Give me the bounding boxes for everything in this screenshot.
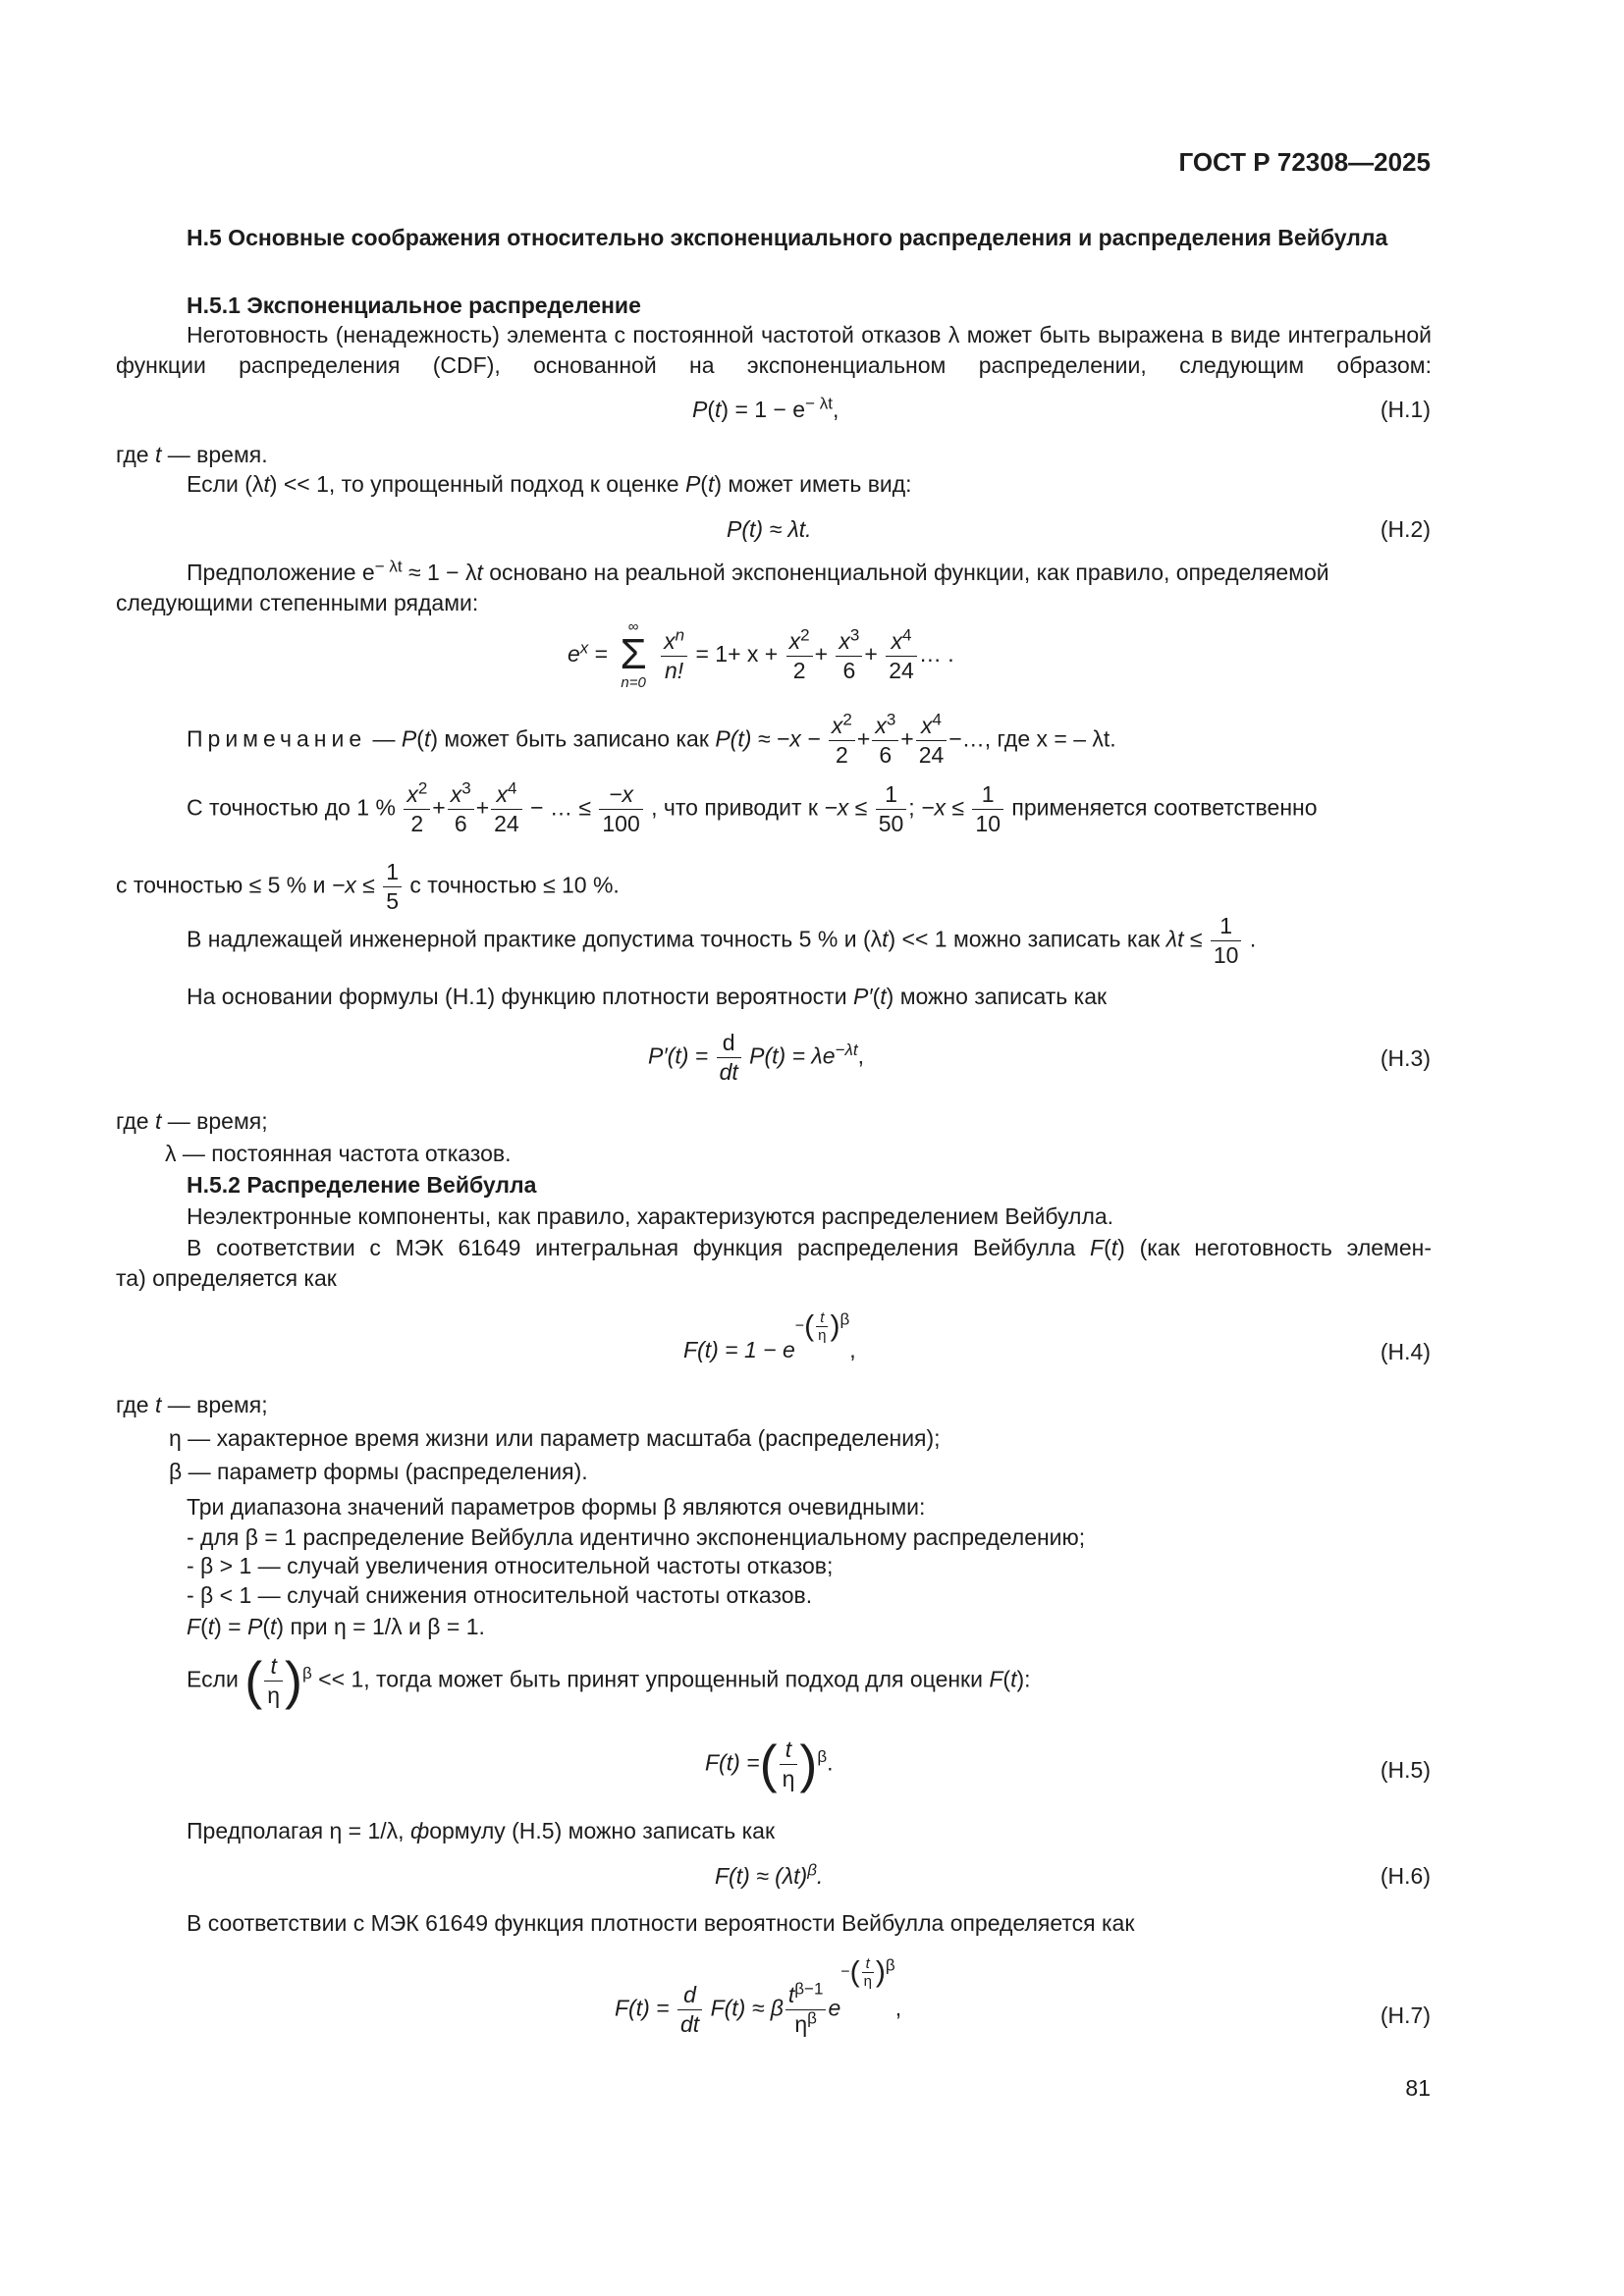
equation-h2: P(t) ≈ λt. [727,516,812,542]
page-number: 81 [1405,2075,1431,2101]
list-item-beta-less-1: - β < 1 — случай снижения относительной частоты отказов. [187,1582,813,1608]
paragraph-unavailability: Неготовность (ненадежность) элемента с постоянной частотой отказов λ может быть выражена в виде интегральной функции распределения (CDF), основанной на экспоненциальном распределении, следующим образом: [116,322,1432,378]
list-item-beta-greater-1: - β > 1 — случай увеличения относительной частоты отказов; [187,1553,834,1578]
paragraph-weibull-cdf-cont: та) определяется как [116,1265,337,1291]
paragraph-weibull-cdf: В соответствии с МЭК 61649 интегральная функция распределения Вейбулла F(t) (как неготовность элемен- [187,1235,1433,1260]
subsection-heading-h51: Н.5.1 Экспоненциальное распределение [187,293,641,318]
equation-number-h4: (Н.4) [1380,1339,1431,1364]
equation-h6: $F(t) \approx (\lambda t)^\beta$. [715,1860,824,1889]
equation-number-h2: (Н.2) [1380,516,1431,542]
where-clause-1: где t — время. [116,442,268,467]
equation-h3: P′(t) = $\frac{d}{dt}$ $P(t) = \lambda e^{-\lambda t}$, [648,1030,864,1085]
paragraph-simplified: Если (λt) << 1, то упрощенный подход к оценке P(t) может иметь вид: [187,471,912,497]
section-heading-h5: Н.5 Основные соображения относительно экспоненциального распределения и распределения Вейбулла [187,225,1388,250]
doc-code-header: ГОСТ Р 72308—2025 [1178,147,1431,177]
list-item-beta-equal-1: - для β = 1 распределение Вейбулла идентично экспоненциальному распределению; [187,1524,1086,1550]
paragraph-if-condition: Если ( $\frac{t}{\eta}$ )$^\beta$ << 1, тогда может быть принят упрощенный подход для оценки F(t): [187,1651,1031,1711]
equation-number-h1: (Н.1) [1380,397,1431,422]
paragraph-assuming: Предполагая η = 1/λ, формулу (Н.5) можно записать как [187,1818,776,1843]
equation-h4: F(t) = 1 − e−( $\frac{t}{\eta}$ )$^\beta$, [683,1309,856,1362]
paragraph-weibull-density: В соответствии с МЭК 61649 функция плотности вероятности Вейбулла определяется как [187,1910,1135,1936]
sum-symbol: ∞ Σ n=0 [620,618,647,691]
list-item-equivalence: F(t) = P(t) при η = 1/λ и β = 1. [187,1614,485,1639]
subsection-heading-h52: Н.5.2 Распределение Вейбулла [187,1172,537,1198]
paragraph-assumption-cont: следующими степенными рядами: [116,590,479,615]
paragraph-assumption: Предположение $e^{- \lambda t} \approx 1 - \lambda t$ основано на реальной экспоненциальной функции, как правило, определяемой [187,557,1329,585]
where-clause-4-eta: η — характерное время жизни или параметр масштаба (распределения); [169,1425,941,1451]
equation-h7: F(t) = $\frac{d}{dt}$ F(t) ≈ β $\frac{t^{\beta-1}}{\eta^\beta}$ e−( $\frac{t}{\eta}$ )$^\beta$, [615,1955,902,2037]
where-clause-3-lambda: λ — постоянная частота отказов. [165,1141,512,1166]
equation-number-h6: (Н.6) [1380,1863,1431,1889]
equation-h5: F(t) =( $\frac{t}{\eta}$ )$^\beta$. [705,1735,834,1794]
equation-h1: $P(t) = 1 - e^{- \lambda t}$, [692,394,839,422]
note-label: Примечание [187,725,367,752]
equation-number-h3: (Н.3) [1380,1045,1431,1071]
equation-number-h7: (Н.7) [1380,2002,1431,2028]
paragraph-density: На основании формулы (Н.1) функцию плотности вероятности P′(t) можно записать как [187,984,1108,1009]
equation-number-h5: (Н.5) [1380,1757,1431,1783]
paragraph-nonelectronic: Неэлектронные компоненты, как правило, характеризуются распределением Вейбулла. [187,1203,1114,1229]
list-intro: Три диапазона значений параметров формы β являются очевидными: [187,1494,926,1520]
paragraph-engineering: В надлежащей инженерной практике допустима точность 5 % и (λt) << 1 можно записать как λt ≤ $\frac{1}{10}$ . [187,913,1257,968]
note-line: Примечание — P(t) может быть записано как P(t) ≈ −x − $\frac{x^2}{2}$ + $\frac{x^3}{6}$ + $\frac{x^4}{24}$ −…, где x = – λt. [187,710,1116,768]
where-clause-4-beta: β — параметр формы (распределения). [169,1459,588,1484]
where-clause-4-t: где t — время; [116,1392,268,1417]
accuracy-line: С точностью до 1 % $\frac{x^2}{2}$ + $\frac{x^3}{6}$ + $\frac{x^4}{24}$ − … ≤ $\frac{-x}{100}$ , что приводит к −x ≤ $\frac{1}{50}$ ; −x ≤ $\frac{1}{10}$ применяется соответственно [187,778,1318,836]
accuracy-line-2: с точностью ≤ 5 % и −x ≤ $\frac{1}{5}$ с точностью ≤ 10 %. [116,859,620,914]
power-series-equation: $e^x$ = ∞ Σ n=0 $\frac{x^n}{n!}$ = 1+ x + $\frac{x^2}{2}$ + $\frac{x^3}{6}$ + $\frac{x^4}{24}$ … . [568,618,954,691]
where-clause-3-t: где t — время; [116,1108,268,1134]
